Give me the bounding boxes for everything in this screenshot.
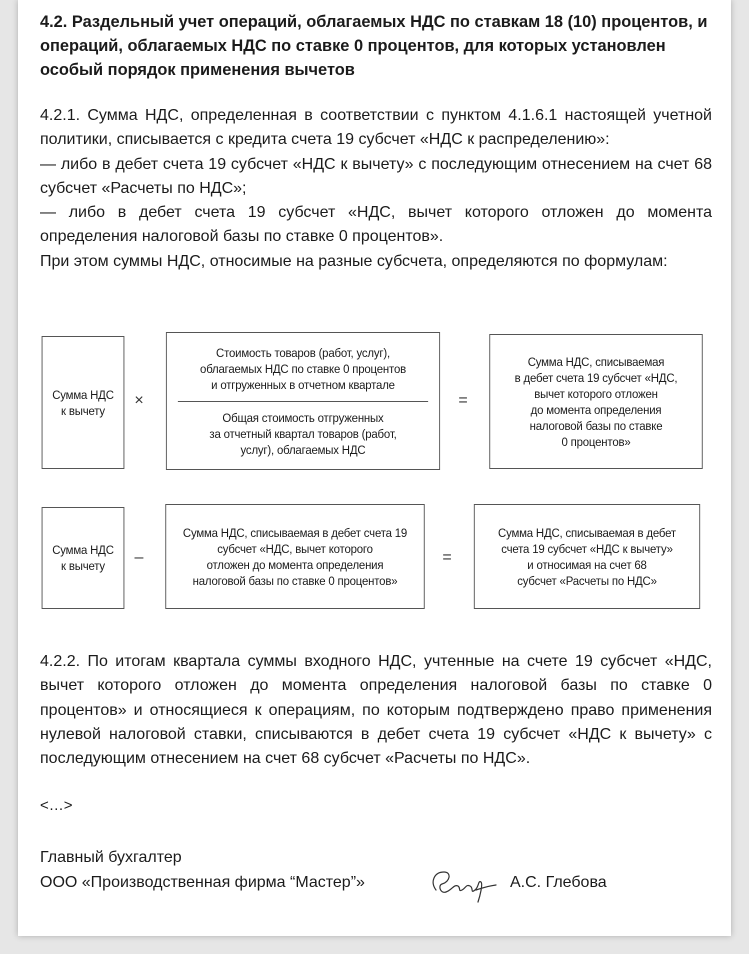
formula2-middle-box <box>165 504 424 609</box>
paragraph-dash-1: — либо в дебет счета 19 субсчет «НДС к вычету» с последующим отнесением на счет 68 субсчет «Расчеты по НДС»; <box>40 155 712 197</box>
fraction-bar <box>178 401 428 402</box>
formula1-result-line: 0 процентов» <box>561 434 631 449</box>
formula1-denominator-line: за отчетный квартал товаров (работ, <box>209 426 397 441</box>
formula1-numerator-line: облагаемых НДС по ставке 0 процентов <box>200 361 406 376</box>
paragraph-dash-2: — либо в дебет счета 19 субсчет «НДС, вычет которого отложен до момента определения налоговой базы по ставке 0 процентов». <box>40 204 712 246</box>
paragraph-formulas-intro: При этом суммы НДС, относимые на разные субсчета, определяются по формулам: <box>40 252 668 270</box>
formula1-multiply-operator: × <box>134 392 144 409</box>
formula1-result-line: Сумма НДС, списываемая <box>527 354 665 369</box>
paragraph-4-2-2-wrapper <box>40 650 712 771</box>
formula2-result-line: Сумма НДС, списываемая в дебет <box>498 525 676 540</box>
formula1-result-line: налоговой базы по ставке <box>529 418 663 433</box>
formula1-numerator-line: Стоимость товаров (работ, услуг), <box>216 345 390 360</box>
section-heading: 4.2. Раздельный учет операций, облагаемых НДС по ставкам 18 (10) процентов, и операций, облагаемых НДС по ставке 0 процентов, для которых установлен особый порядок применения вычетов <box>40 13 708 79</box>
formula1-left-line: Сумма НДС <box>52 387 114 402</box>
formula2-equals-operator: = <box>442 549 452 566</box>
formula2-left-box <box>42 507 125 609</box>
formula1-left-line: к вычету <box>61 403 105 418</box>
formula1-result-line: вычет которого отложен <box>534 386 658 401</box>
formula1-numerator-line: и отгруженных в отчетном квартале <box>211 377 395 392</box>
formula2-result-box <box>474 504 700 609</box>
formula2-result-line: и относимая на счет 68 <box>527 557 647 572</box>
formula2-middle-line: Сумма НДС, списываемая в дебет счета 19 <box>182 525 408 540</box>
formula2-left-line: к вычету <box>61 559 105 573</box>
formula1-result-line: в дебет счета 19 субсчет «НДС, <box>514 370 678 385</box>
formula1-fraction-box <box>166 332 440 470</box>
formula1-denominator-line: Общая стоимость отгруженных <box>222 410 384 425</box>
paragraph-4-2-2: 4.2.2. По итогам квартала суммы входного НДС, учтенные на счете 19 субсчет «НДС, вычет которого отложен до момента определения налоговой базы по ставке 0 процентов» и относящиеся к операциям, по которым подтверждено право применения нулевой налоговой ставки, списываются в дебет счета 19 субсчет «НДС к вычету» с последующим отнесением на счет 68 субсчет «Расчеты по НДС». <box>40 653 712 768</box>
document-page <box>18 0 731 936</box>
handwritten-signature-icon <box>428 860 500 906</box>
formula2-minus-operator: – <box>134 549 144 566</box>
omission-mark: <…> <box>40 797 73 814</box>
formula1-denominator-line: услуг), облагаемых НДС <box>240 442 366 457</box>
formula2-result-line: субсчет «Расчеты по НДС» <box>517 573 657 588</box>
formula2-middle-line: субсчет «НДС, вычет которого <box>217 541 373 556</box>
signatory-name: А.С. Глебова <box>510 874 607 891</box>
signatory-title: Главный бухгалтер <box>40 849 182 866</box>
company-name: ООО «Производственная фирма “Мастер”» <box>40 874 365 891</box>
formula1-result-line: до момента определения <box>530 402 662 417</box>
formula1-result-box <box>489 334 702 469</box>
formula2-middle-line: налоговой базы по ставке 0 процентов» <box>192 573 398 588</box>
formula1-denominator <box>209 410 396 458</box>
formula2-result-line: счета 19 субсчет «НДС к вычету» <box>501 541 673 556</box>
document-content <box>40 10 712 274</box>
formula1-numerator <box>200 345 406 393</box>
paragraph-4-2-1: 4.2.1. Сумма НДС, определенная в соответствии с пунктом 4.1.6.1 настоящей учетной политики, списывается с кредита счета 19 субсчет «НДС к распределению»: <box>40 107 712 149</box>
formula2-middle-line: отложен до момента определения <box>206 557 384 572</box>
formula1-left-box <box>42 336 125 469</box>
formula2-left-line: Сумма НДС <box>52 543 114 557</box>
formula1-equals-operator: = <box>458 392 468 409</box>
